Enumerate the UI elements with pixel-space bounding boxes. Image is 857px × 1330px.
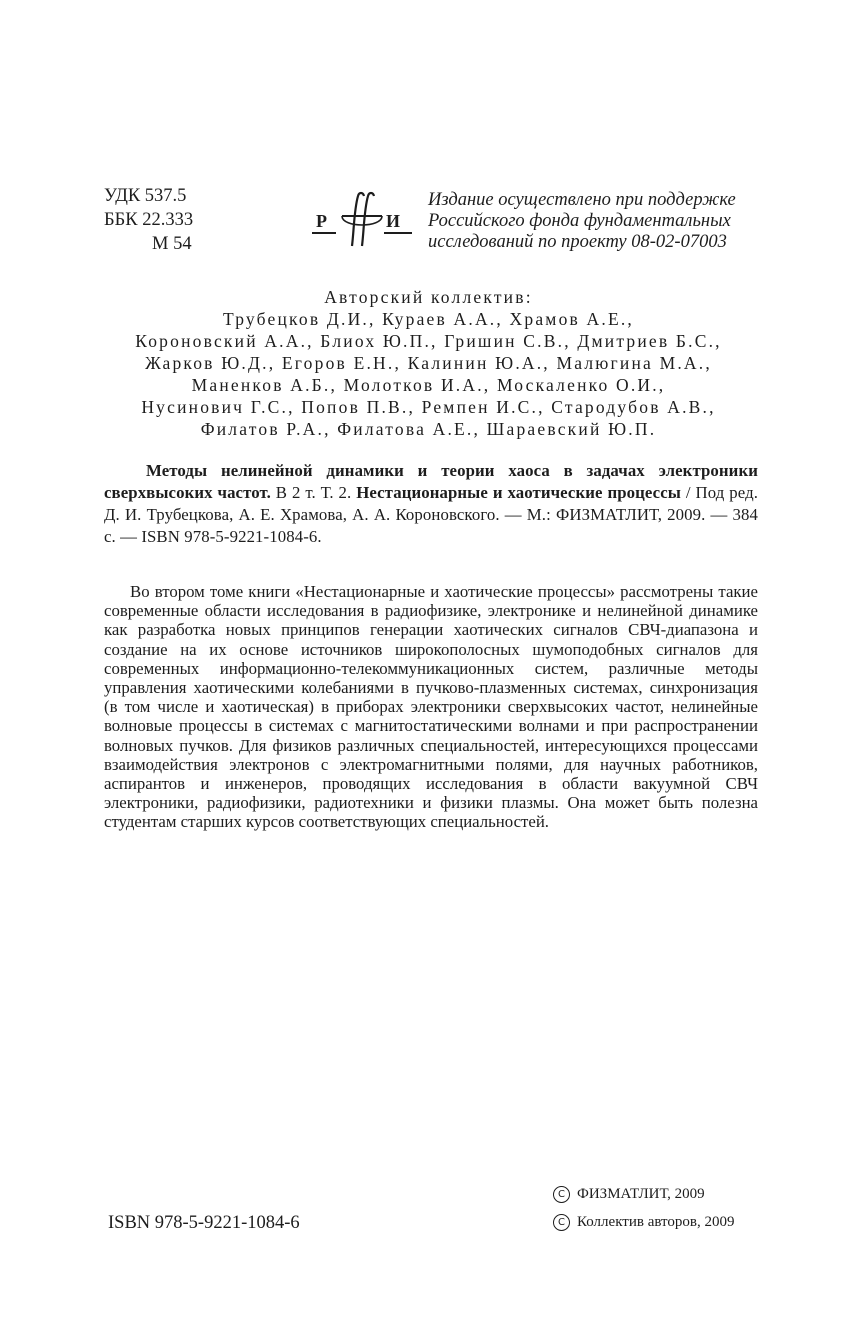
bbk-code: ББК 22.333 — [104, 210, 194, 230]
copyright-authors — [553, 1214, 735, 1231]
support-line: Российского фонда фундаментальных — [428, 211, 731, 231]
copyright-text: Коллектив авторов, 2009 — [577, 1214, 735, 1230]
support-line: исследований по проекту 08-02-07003 — [428, 232, 727, 252]
book-title: Методы нелинейной динамики и теории хаоса в задачах электроники сверхвысоких частот. — [104, 461, 758, 502]
isbn-number: ISBN 978-5-9221-1084-6 — [108, 1213, 300, 1233]
book-subtitle: Нестационарные и хаотические процессы — [356, 483, 681, 502]
grant-support-note — [428, 190, 768, 253]
support-line: Издание осуществлено при поддержке — [428, 190, 736, 210]
classification-block — [104, 184, 193, 256]
copyright-icon: C — [553, 1214, 570, 1231]
bibliographic-record — [104, 460, 758, 548]
copyright-publisher — [553, 1186, 705, 1203]
logo-letter-left: Р — [316, 211, 327, 231]
logo-letter-right: И — [386, 211, 401, 231]
rffi-logo-icon — [312, 190, 412, 250]
authors-line: Нусинович Г.С., Попов П.В., Ремпен И.С., Стародубов А.В., — [141, 397, 716, 417]
author-mark: М 54 — [152, 234, 192, 254]
copyright-icon: C — [553, 1186, 570, 1203]
udk-code: УДК 537.5 — [104, 186, 187, 206]
volume-info: В 2 т. Т. 2. — [270, 483, 357, 502]
authors-line: Маненков А.Б., Молотков И.А., Москаленко О.И., — [191, 375, 666, 395]
copyright-text: ФИЗМАТЛИТ, 2009 — [577, 1186, 705, 1202]
annotation-paragraph: Во втором томе книги «Нестационарные и хаотические процессы» рассмотрены такие современные области исследования в радиофизике, электронике и нелинейной динамике как разработка новых принципов генерации хаотических сигналов СВЧ-диапазона и создание на их основе источников широкополосных шумоподобных сигналов для современных информационно-телекоммуникационных систем, различные методы управления хаотическими колебаниями в пучково-плазменных системах, синхронизация (в том числе и хаотическая) в приборах электроники сверхвысоких частот, нелинейные волновые процессы в системах с магнитостатическими волнами и при распространении волновых пучков. Для физиков различных специальностей, интересующихся процессами взаимодействия электронов с электромагнитными полями, для научных работников, аспирантов и инженеров, проводящих исследования в области вакуумной СВЧ электроники, радиофизики, радиотехники и физики плазмы. Она может быть полезна студентам старших курсов соответствующих специальностей. — [104, 582, 758, 832]
authors-line: Трубецков Д.И., Кураев А.А., Храмов А.Е., — [222, 309, 635, 329]
author-collective — [90, 286, 767, 440]
publication-details: / Под ред. Д. И. Трубецкова, А. Е. Храмова, А. А. Короновского. — М.: ФИЗМАТЛИТ, 2009. — 384 с. — ISBN 978-5-9221-1084-6. — [104, 483, 759, 546]
authors-heading: Авторский коллектив: — [324, 287, 533, 307]
authors-line: Жарков Ю.Д., Егоров Е.Н., Калинин Ю.А., Малюгина М.А., — [145, 353, 712, 373]
authors-line: Филатов Р.А., Филатова А.Е., Шараевский Ю.П. — [200, 419, 657, 439]
authors-line: Короновский А.А., Блиох Ю.П., Гришин С.В., Дмитриев Б.С., — [135, 331, 722, 351]
